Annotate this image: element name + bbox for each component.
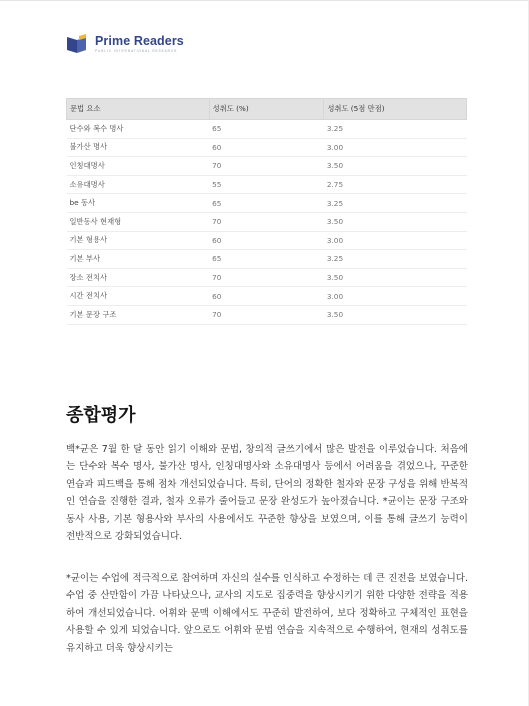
page-top-border bbox=[0, 0, 529, 1]
evaluation-paragraph-2: *균이는 수업에 적극적으로 참여하며 자신의 실수를 인식하고 수정하는 데 큰 진전을 보였습니다. 수업 중 산만함이 가끔 나타났으나, 교사의 지도로 집중력을 향상시키기 위한 다양한 전략을 적용하여 개선되었습니다. 어휘와 문맥 이해에서도 꾸준히 발전하여, 보다 정확하고 구체적인 표현을 사용할 수 있게 되었습니다. 앞으로도 어휘와 문법 연습을 지속적으로 수행하여, 현재의 성취도를 유지하고 더욱 향상시키는 bbox=[66, 573, 468, 654]
table-row bbox=[67, 120, 467, 139]
percent-cell: 65 bbox=[209, 250, 324, 269]
header-grammar-element: 문법 요소 bbox=[67, 99, 210, 120]
table-header bbox=[67, 99, 467, 120]
score-cell: 3.00 bbox=[324, 287, 467, 306]
percent-cell: 65 bbox=[209, 120, 324, 139]
grammar-element-cell: 소유대명사 bbox=[67, 175, 210, 194]
grammar-element-cell: be 동사 bbox=[67, 194, 210, 213]
score-cell: 3.50 bbox=[324, 305, 467, 324]
score-cell: 3.50 bbox=[324, 157, 467, 176]
grammar-achievement-table bbox=[66, 98, 467, 325]
brand-tagline: PUBLIC INTERNATIONAL RESEARCH bbox=[95, 49, 178, 53]
grammar-element-cell: 단수와 복수 명사 bbox=[67, 120, 210, 139]
percent-cell: 60 bbox=[209, 287, 324, 306]
table-row bbox=[67, 138, 467, 157]
grammar-element-cell: 기본 문장 구조 bbox=[67, 305, 210, 324]
percent-cell: 70 bbox=[209, 157, 324, 176]
percent-cell: 70 bbox=[209, 212, 324, 231]
percent-cell: 60 bbox=[209, 231, 324, 250]
score-cell: 3.00 bbox=[324, 138, 467, 157]
grammar-element-cell: 기본 부사 bbox=[67, 250, 210, 269]
table-row bbox=[67, 268, 467, 287]
grammar-element-cell: 불가산 명사 bbox=[67, 138, 210, 157]
percent-cell: 70 bbox=[209, 268, 324, 287]
score-cell: 3.25 bbox=[324, 120, 467, 139]
score-cell: 3.00 bbox=[324, 231, 467, 250]
brand-logo bbox=[66, 34, 184, 54]
grammar-element-cell: 일반동사 현재형 bbox=[67, 212, 210, 231]
table-row bbox=[67, 250, 467, 269]
percent-cell: 65 bbox=[209, 194, 324, 213]
book-logo-icon bbox=[66, 34, 90, 54]
header-achievement-percent: 성취도 (%) bbox=[209, 99, 324, 120]
score-cell: 3.25 bbox=[324, 194, 467, 213]
score-cell: 2.75 bbox=[324, 175, 467, 194]
percent-cell: 60 bbox=[209, 138, 324, 157]
grammar-element-cell: 장소 전치사 bbox=[67, 268, 210, 287]
table-row bbox=[67, 231, 467, 250]
table-row bbox=[67, 305, 467, 324]
header-achievement-score: 성취도 (5점 만점) bbox=[324, 99, 467, 120]
score-cell: 3.50 bbox=[324, 212, 467, 231]
evaluation-paragraph-1: 백*균은 7월 한 달 동안 읽기 이해와 문법, 창의적 글쓰기에서 많은 발전을 이루었습니다. 처음에는 단수와 복수 명사, 불가산 명사, 인칭대명사와 소유대명사 등에서 어려움을 겪었으나, 꾸준한 연습과 피드백을 통해 점차 개선되었습니다. 특히, 단어의 정확한 철자와 문장 구성을 위해 반복적인 연습을 진행한 결과, 철자 오류가 줄어들고 문장 완성도가 높아졌습니다. *균이는 문장 구조와 동사 사용, 기본 형용사와 부사의 사용에서도 꾸준한 향상을 보였으며, 이를 통해 글쓰기 능력이 전반적으로 강화되었습니다. bbox=[66, 444, 468, 543]
table-row bbox=[67, 212, 467, 231]
grammar-element-cell: 인칭대명사 bbox=[67, 157, 210, 176]
percent-cell: 70 bbox=[209, 305, 324, 324]
grammar-element-cell: 시간 전치사 bbox=[67, 287, 210, 306]
table-row bbox=[67, 287, 467, 306]
brand-name: Prime Readers bbox=[95, 34, 184, 48]
evaluation-title: 종합평가 bbox=[66, 405, 136, 426]
table-row bbox=[67, 157, 467, 176]
grammar-element-cell: 기본 형용사 bbox=[67, 231, 210, 250]
score-cell: 3.50 bbox=[324, 268, 467, 287]
table-row bbox=[67, 194, 467, 213]
percent-cell: 55 bbox=[209, 175, 324, 194]
table-row bbox=[67, 175, 467, 194]
score-cell: 3.25 bbox=[324, 250, 467, 269]
